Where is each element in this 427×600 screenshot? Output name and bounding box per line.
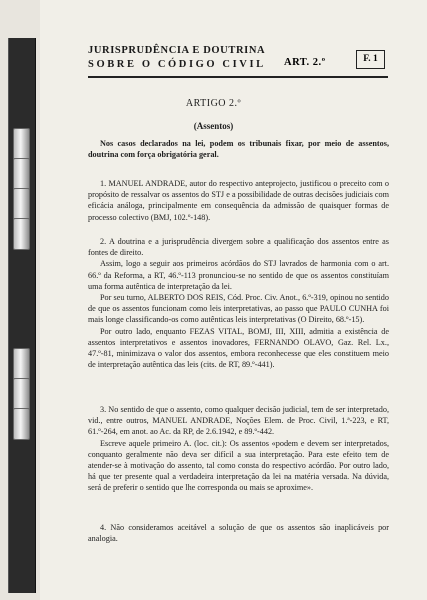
binder-edge (0, 0, 40, 600)
commentary-1 (88, 178, 389, 223)
paragraph: 1. MANUEL ANDRADE, autor do respectivo anteprojecto, justificou o preceito com o propósito de ressalvar os assentos do STJ e a possibilidade de outras decisões judiciais com eficácia análoga, principalmente em consequência da admissão de quaisquer formas de processo colectivo (BMJ, 102.º-148). (88, 179, 389, 222)
header-rule (88, 76, 388, 78)
commentary-2 (88, 236, 389, 370)
header-article-ref: ART. 2.º (284, 57, 326, 68)
binder-clip (13, 188, 30, 220)
binder-clip (13, 378, 30, 410)
article-subtitle: (Assentos) (193, 121, 234, 131)
article-lead (88, 138, 389, 160)
running-header (88, 44, 398, 72)
binder-clip (13, 408, 30, 440)
header-title-line1: JURISPRUDÊNCIA E DOUTRINA (88, 45, 266, 56)
sheet-number-box: F. 1 (356, 50, 385, 69)
paragraph: 4. Não consideramos aceitável a solução de que os assentos são inaplicáveis por analogia. (88, 523, 389, 544)
paragraph: Assim, logo a seguir aos primeiros acórdãos do STJ lavrados de harmonia com o art. 66.º da Reforma, a RT, 46.º-113 pronunciou-se no sentido de que os assentos constituíam uma forma autêntica de interpretação da lei. (88, 259, 389, 291)
commentary-3 (88, 404, 389, 494)
paragraph: Por outro lado, enquanto FEZAS VITAL, BOMJ, III, XIII, admitia a existência de assentos interpretativos e assentos inovadores, FERNANDO OLAVO, Gaz. Rel. Lx., 47.º-81, minimizava o valor dos assentos, embora reconhecesse que eles constituem meio de interpretação autêntica das leis (cits. de RT, 89.º-441). (88, 326, 389, 370)
binder-clip (13, 158, 30, 190)
binder-clip (13, 128, 30, 160)
header-title-line2: SOBRE O CÓDIGO CIVIL (88, 59, 266, 70)
paragraph: Escreve aquele primeiro A. (loc. cit.): Os assentos «podem e devem ser interpretados, conquanto geralmente não deva ser difícil a sua interpretação. Para este efeito tem de atender-se à motivação do assento, tal como consta do respectivo acórdão. Por outro lado, há que ter presente qual a verdadeira interpretação da lei na matéria versada. Na dúvida, será de preferir o sentido que lhe corresponda ou mais se aproxime». (88, 438, 389, 493)
paragraph: 2. A doutrina e a jurisprudência divergem sobre a qualificação dos assentos entre as fontes de direito. (88, 237, 389, 258)
paragraph: 3. No sentido de que o assento, como qualquer decisão judicial, tem de ser interpretado, vid., entre outros, MANUEL ANDRADE, Noções Elem. de Proc. Civil, 1.ª-223, e RT, 61.º-264, em anot. ao Ac. da RP, de 2.6.1942, e 89.º-442. (88, 405, 389, 437)
lead-text: Nos casos declarados na lei, podem os tribunais fixar, por meio de assentos, doutrina com força obrigatória geral. (88, 139, 389, 160)
binder-clip (13, 348, 30, 380)
paragraph: Por seu turno, ALBERTO DOS REIS, Cód. Proc. Civ. Anot., 6.º-319, opinou no sentido de que os assentos funcionam como leis interpretativas, ao passo que PAULO CUNHA foi mais longe classificando-os como autênticas leis interpretativas (O Direito, 68.º-15). (88, 293, 389, 325)
article-title: ARTIGO 2.º (185, 98, 242, 109)
binder-clip (13, 218, 30, 250)
commentary-4 (88, 522, 389, 544)
